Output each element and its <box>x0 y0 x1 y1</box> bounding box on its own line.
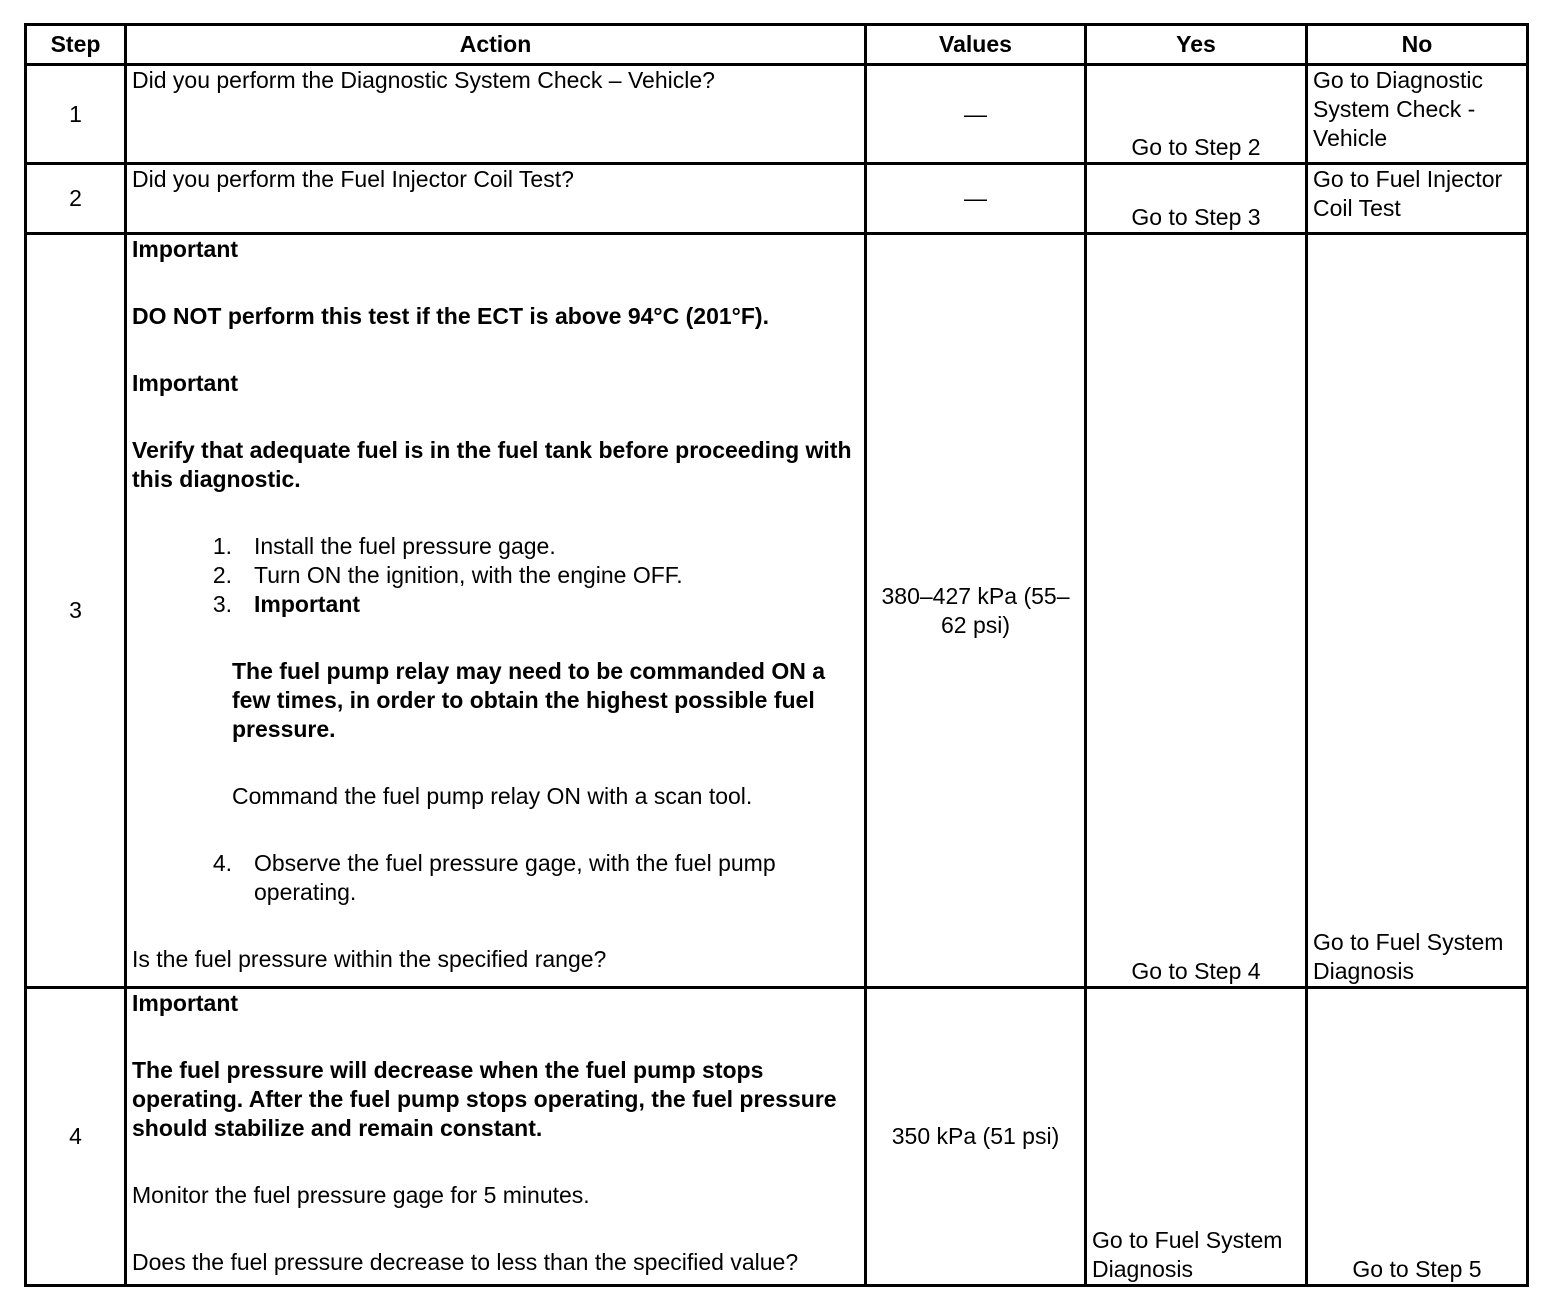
warning-text: The fuel pressure will decrease when the fuel pump stops operating. After the fuel pump stops operating, the fuel pressure should stabilize and remain constant. <box>132 1057 837 1141</box>
header-yes: Yes <box>1086 25 1307 65</box>
warning-text: DO NOT perform this test if the ECT is above 94°C (201°F). <box>132 303 769 329</box>
header-action: Action <box>126 25 866 65</box>
warning-text: The fuel pump relay may need to be commanded ON a few times, in order to obtain the highest possible fuel pressure. <box>232 658 826 742</box>
important-label: Important <box>132 370 239 396</box>
question-text: Is the fuel pressure within the specified range? <box>132 946 607 972</box>
header-row <box>26 25 1528 65</box>
value-cell: 380–427 kPa (55–62 psi) <box>866 234 1086 988</box>
header-values: Values <box>866 25 1086 65</box>
yes-cell: Go to Fuel System Diagnosis <box>1086 988 1307 1286</box>
important-label: Important <box>132 990 239 1016</box>
list-number: 2. <box>212 562 232 588</box>
diagnostic-table <box>24 23 1529 1287</box>
no-cell: Go to Step 5 <box>1307 988 1528 1286</box>
action-cell: Did you perform the Diagnostic System Check – Vehicle? <box>126 65 866 164</box>
action-text: Monitor the fuel pressure gage for 5 minutes. <box>132 1182 590 1208</box>
list-item <box>132 561 859 590</box>
warning-text: Verify that adequate fuel is in the fuel tank before proceeding with this diagnostic. <box>132 437 852 492</box>
table-row-step-3 <box>26 234 1528 988</box>
list-text: Observe the fuel pressure gage, with the fuel pump operating. <box>254 850 776 905</box>
action-cell: Did you perform the Fuel Injector Coil Test? <box>126 164 866 234</box>
step-number: 2 <box>26 164 126 234</box>
value-cell: — <box>866 164 1086 234</box>
table-row-step-2 <box>26 164 1528 234</box>
action-cell <box>126 988 866 1286</box>
table-row-step-1 <box>26 65 1528 164</box>
list-number: 4. <box>212 850 232 876</box>
step-number: 3 <box>26 234 126 988</box>
header-no: No <box>1307 25 1528 65</box>
list-number: 3. <box>212 591 232 617</box>
yes-cell: Go to Step 3 <box>1086 164 1307 234</box>
step-number: 1 <box>26 65 126 164</box>
value-cell: — <box>866 65 1086 164</box>
important-label: Important <box>132 236 239 262</box>
list-text: Install the fuel pressure gage. <box>254 533 556 559</box>
value-cell: 350 kPa (51 psi) <box>866 988 1086 1286</box>
list-number: 1. <box>212 533 232 559</box>
list-item <box>132 849 859 907</box>
list-text: Command the fuel pump relay ON with a scan tool. <box>232 783 753 809</box>
question-text: Does the fuel pressure decrease to less than the specified value? <box>132 1249 799 1275</box>
list-text: Turn ON the ignition, with the engine OFF. <box>254 562 683 588</box>
step-number: 4 <box>26 988 126 1286</box>
list-text: Important <box>254 591 361 617</box>
action-cell <box>126 234 866 988</box>
list-item <box>132 532 859 561</box>
table-row-step-4 <box>26 988 1528 1286</box>
no-cell: Go to Fuel Injector Coil Test <box>1307 164 1528 234</box>
no-cell: Go to Diagnostic System Check - Vehicle <box>1307 65 1528 164</box>
no-cell: Go to Fuel System Diagnosis <box>1307 234 1528 988</box>
list-item <box>132 590 859 619</box>
header-step: Step <box>26 25 126 65</box>
yes-cell: Go to Step 2 <box>1086 65 1307 164</box>
yes-cell: Go to Step 4 <box>1086 234 1307 988</box>
